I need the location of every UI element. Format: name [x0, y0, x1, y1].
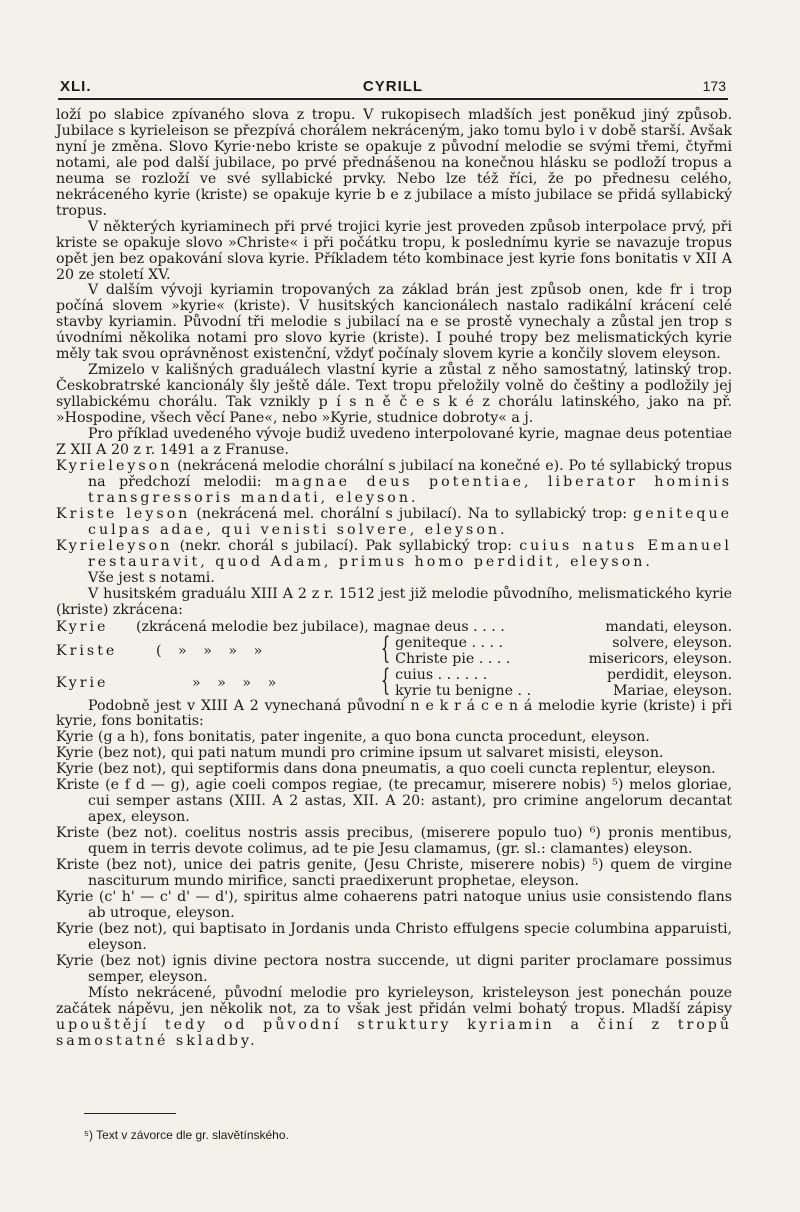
- example-trope: geniteque culpas adae, qui venisti solvere, eleyson.: [88, 505, 732, 538]
- brace-icon: {: [380, 662, 391, 698]
- example-lead: Kyrieleyson: [56, 537, 173, 554]
- example-kyrie: [56, 459, 732, 507]
- example-text: (nekr. chorál s jubilací). Pak syllabický trop:: [179, 537, 512, 554]
- paragraph: V některých kyriaminech při prvé trojici kyrie jest proveden způsob interpolace prvý, při kriste se opakuje slovo »Christe« i při počátku tropu, k poslednímu kyrie se navazuje tropus opět jen bez opakování slova kyrie. Příkladem této kombinace jest kyrie fons bonitatis v XII A 20 ze století XV.: [56, 218, 732, 283]
- litany-line: Kriste (bez not). coelitus nostris assis precibus, (miserere populo tuo) ⁶) pronis mentibus, quem in terris devote colimus, ad te pie Jesu clamamus, (gr. sl.: clamantes) eleyson.: [56, 825, 732, 858]
- paragraph: Podobně jest v XIII A 2 vynechaná původní n e k r á c e n á melodie kyrie (kriste) i při kyrie, fons bonitatis:: [56, 697, 732, 730]
- litany-line: Kyrie (bez not) ignis divine pectora nostra succende, ut digni pariter proclamare possimus semper, eleyson.: [56, 952, 732, 985]
- example-trope: cuius natus Emanuel restauravit, quod Adam, primus homo perdidit, eleyson.: [88, 537, 732, 570]
- table-cell: ( » » » »: [156, 642, 269, 659]
- example-kyrie-2: [56, 539, 732, 571]
- litany-line: Kyrie (bez not), qui pati natum mundi pro crimine ipsum ut salvaret misisti, eleyson.: [56, 745, 664, 762]
- litany-line: Kyrie (g a h), fons bonitatis, pater ingenite, a quo bona cuncta procedunt, eleyson.: [56, 729, 650, 746]
- table-cell: Kyrie: [56, 674, 109, 691]
- abbreviated-kyrie-table: [56, 619, 732, 699]
- table-cell: { geniteque . . . . Christe pie . . . .: [380, 630, 511, 667]
- running-title: CYRILL: [362, 78, 424, 95]
- table-cell: mandati, eleyson.: [605, 618, 732, 635]
- main-text: [56, 108, 732, 1049]
- example-kriste: [56, 507, 732, 539]
- litany-line: Kriste (bez not), unice dei patris genite, (Jesu Christe, miserere nobis) ⁵) quem de virgine nasciturum mundo mirifice, sancti praedixerunt prophetae, eleyson.: [56, 857, 732, 889]
- table-row: [56, 667, 732, 699]
- paragraph: V dalším vývoji kyriamin tropovaných za základ brán jest způsob onen, kde fr i trop počíná slovem »kyrie« (kriste). V husitských kancionálech nastalo radikální krácení celé stavby kyriamin. Původní tři melodie s jubilací na e se prostě vynechaly a zůstal jen trop s úvodními několika notami pro slovo kyrie (kriste). I pouhé tropy bez melismatických kyrie měly tak svou oprávněnost existenční, vždyť počínaly slovem kyrie a končily slovem eleyson.: [56, 282, 732, 363]
- litany-line: Kyrie (bez not), qui septiformis dans dona pneumatis, a quo coeli cuncta replentur, eleyson.: [56, 761, 716, 778]
- litany-line: Kriste (e f d — g), agie coeli compos regiae, (te precamur, miserere nobis) ⁵) melos gloriae, cui semper astans (XIII. A 2 astas, XII. A 20: astant), pro crimine angelorum decantat apex, eleyson.: [56, 777, 732, 826]
- paragraph: Zmizelo v kališných graduálech vlastní kyrie a zůstal z něho samostatný, latinský trop. Českobratrské kancionály šly ještě dále. Text tropu přeložily volně do češtiny a podložily jej syllabickému chorálu. Tak vznikly p í s n ě č e s k é z chorálu latinského, jako na př. »Hospodine, všech věcí Pane«, nebo »Kyrie, studnice dobroty« a j.: [56, 362, 732, 427]
- litany-line: Kyrie (bez not), qui baptisato in Jordanis unda Christo effulgens specie columbina apparuisti, eleyson.: [56, 920, 732, 953]
- table-row: [56, 619, 732, 635]
- brace-icon: {: [380, 630, 391, 666]
- footnote: ⁵) Text v závorce dle gr. slavětínského.: [84, 1128, 289, 1142]
- paragraph: loží po slabice zpívaného slova z tropu. V rukopisech mladších jest poněkud jiný způsob. Jubilace s kyrieleison se přezpívá chorálem nekráceným, jako tomu bylo i v době starší. Avšak nyní je změna. Slovo Kyrie·nebo kriste se opakuje z původní melodie se svými třemi, čtyřmi notami, ale pod další jubilace, po prvé přednášenou na konečnou hlásku se podloží tropus a neuma se rozloží ve své syllabické prvky. Nebo lze též říci, že po přednesu celého, nekráceného kyrie (kriste) se opakuje kyrie b e z jubilace a místo jubilace se přidá syllabický tropus.: [56, 107, 732, 219]
- closing-paragraph: Místo nekrácené, původní melodie pro kyrieleyson, kristeleyson jest ponechán pouze začátek nápěvu, jen několik not, za to však jest přidán velmi bohatý tropus. Mladší zápisy upouštějí tedy od původní struktury kyriamin a činí z tropů samostatné skladby.: [56, 984, 732, 1049]
- running-header: [58, 78, 728, 98]
- example-text: (nekrácená mel. chorální s jubilací). Na to syllabický trop:: [196, 505, 628, 522]
- chapter-number: XLI.: [60, 78, 92, 95]
- paragraph: V husitském graduálu XIII A 2 z r. 1512 jest již melodie původního, melismatického kyrie (kriste) zkrácena:: [56, 585, 732, 618]
- paragraph: Vše jest s notami.: [88, 569, 215, 586]
- header-rule: [58, 98, 728, 100]
- table-cell: { cuius . . . . . . kyrie tu benigne . .: [380, 662, 532, 699]
- table-cell: (zkrácená melodie bez jubilace), magnae deus . . . .: [136, 618, 505, 635]
- table-row: [56, 635, 732, 667]
- example-lead: Kyrieleyson: [56, 457, 173, 474]
- table-cell: solvere, eleyson. misericors, eleyson.: [588, 634, 732, 667]
- footnote-rule: [84, 1113, 176, 1114]
- example-trope: magnae deus potentiae, liberator hominis transgressoris mandati, eleyson.: [88, 473, 732, 506]
- example-text: (nekrácená melodie chorální s jubilací na konečné e). Po té syllabický tropus na předchozí melodii:: [88, 457, 732, 490]
- example-lead: Kriste leyson: [56, 505, 191, 522]
- litany-line: Kyrie (c' h' — c' d' — d'), spiritus alme cohaerens patri natoque unius usie consistendo flans ab utroque, eleyson.: [56, 888, 732, 921]
- table-cell: Kriste: [56, 642, 118, 659]
- table-cell: Kyrie: [56, 618, 109, 635]
- page-number: 173: [702, 78, 726, 94]
- paragraph: Pro příklad uvedeného vývoje budiž uvedeno interpolované kyrie, magnae deus potentiae Z XII A 20 z r. 1491 a z Franuse.: [56, 426, 732, 459]
- table-cell: » » » »: [192, 674, 283, 691]
- table-cell: perdidit, eleyson. Mariae, eleyson.: [606, 666, 732, 699]
